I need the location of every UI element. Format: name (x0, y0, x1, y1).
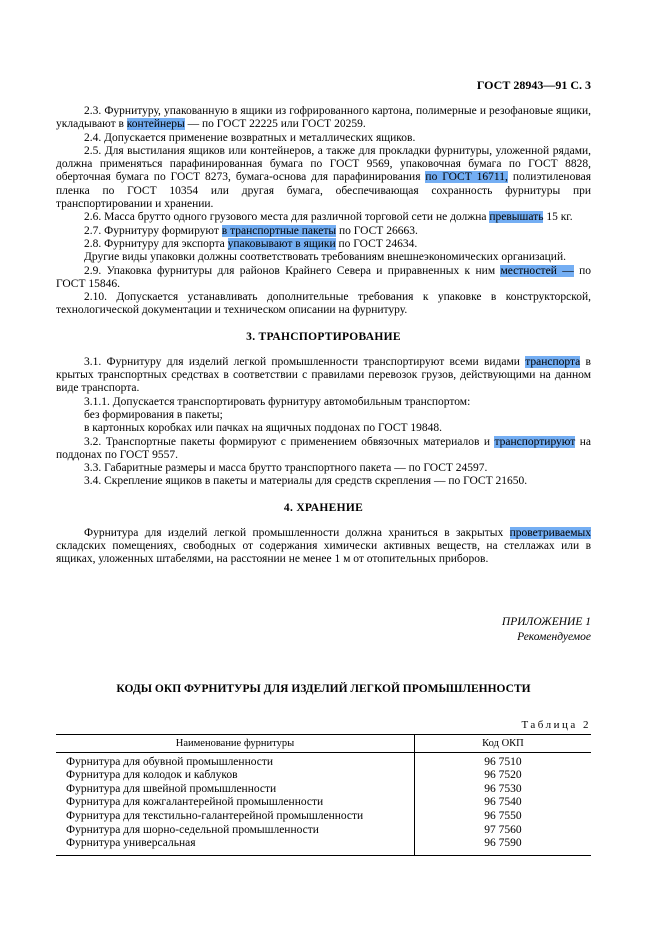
col-header-name: Наименование фурнитуры (56, 734, 414, 752)
okp-code-cell: 96 7520 (484, 769, 522, 782)
paragraph (56, 475, 591, 488)
paragraph (56, 356, 591, 396)
okp-code-cell: 96 7550 (484, 809, 522, 822)
col-header-code: Код ОКП (414, 734, 591, 752)
furniture-name-cell: Фурнитура для швейной промышленности (56, 783, 414, 797)
furniture-name-cell: Фурнитура для колодок и каблуков (56, 769, 414, 783)
text-run: на поддонах по ГОСТ 9557. (56, 435, 591, 461)
text-run: без формирования в пакеты; (84, 408, 223, 421)
paragraph (56, 251, 591, 264)
text-run: 2.9. Упаковка фурнитуры для районов Крайнего Севера и приравненных к ним (84, 264, 501, 277)
table-row (56, 796, 591, 810)
table-row (56, 824, 591, 838)
text-run: в крытых транспортных средствах в соответствии с правилами перевозок грузов, действующими на данном виде транспорта. (56, 355, 591, 395)
text-run: 3.4. Скрепление ящиков в пакеты и материалы для средств скрепления — по ГОСТ 21650. (84, 475, 528, 488)
table-row (56, 810, 591, 824)
table-header-row (56, 734, 591, 752)
highlighted-text: транспорта (525, 355, 581, 368)
body-blocks (56, 105, 591, 567)
text-run: в картонных коробках или пачках на ящичных поддонах по ГОСТ 19848. (84, 422, 443, 435)
okp-table (56, 734, 591, 856)
okp-code-cell: 96 7590 (484, 837, 522, 850)
text-run: 3.1. Фурнитуру для изделий легкой промышленности транспортируют всеми видами (84, 355, 526, 368)
text-run: по ГОСТ 15846. (56, 264, 591, 290)
paragraph (56, 396, 591, 409)
okp-code-cell: 96 7540 (484, 796, 522, 809)
highlighted-text: превышать (489, 211, 544, 224)
highlighted-text: контейнеры (126, 118, 185, 131)
text-run: складских помещениях, свободных от содержания химически активных веществ, на стеллажах или в ящиках, уложенных штабелями, на расстоянии не менее 1 м от отопительных приборов. (56, 540, 591, 566)
highlighted-text: упаковывают в ящики (227, 237, 336, 250)
highlighted-text: транспортируют (494, 435, 576, 448)
highlighted-text: проветриваемых (509, 526, 591, 539)
text-run: 2.8. Фурнитуру для экспорта (84, 237, 228, 250)
paragraph (56, 225, 591, 238)
paragraph (56, 462, 591, 475)
table-row (56, 752, 591, 769)
paragraph (56, 436, 591, 463)
okp-title: КОДЫ ОКП ФУРНИТУРЫ ДЛЯ ИЗДЕЛИЙ ЛЕГКОЙ ПРОМЫШЛЕННОСТИ (116, 682, 531, 695)
text-run: 3. ТРАНСПОРТИРОВАНИЕ (246, 330, 401, 343)
paragraph (56, 238, 591, 251)
paragraph (56, 145, 591, 211)
paragraph (56, 527, 591, 567)
furniture-name-cell: Фурнитура для кожгалантерейной промышленности (56, 796, 414, 810)
paragraph (56, 291, 591, 318)
text-run: 2.4. Допускается применение возвратных и металлических ящиков. (84, 131, 416, 144)
furniture-name-cell: Фурнитура для текстильно-галантерейной промышленности (56, 810, 414, 824)
table-row (56, 769, 591, 783)
text-run: 3.1.1. Допускается транспортировать фурнитуру автомобильным транспортом: (84, 395, 471, 408)
paragraph (56, 211, 591, 224)
paragraph (56, 265, 591, 292)
furniture-name-cell: Фурнитура для обувной промышленности (56, 752, 414, 769)
paragraph (56, 132, 591, 145)
text-run: 2.7. Фурнитуру формируют (84, 224, 222, 237)
text-run: полиэтиленовая пленка по ГОСТ 10354 или другая бумага, обеспечивающая сохранность фурнитуры при транспортировании и хранении. (56, 171, 591, 211)
section-heading (56, 502, 591, 514)
page-header: ГОСТ 28943—91 С. 3 (476, 78, 591, 92)
text-run: 2.5. Для выстилания ящиков или контейнеров, а также для прокладки фурнитуры, уложенной рядами, должна применяться парафинированная бумага по ГОСТ 9569, упаковочная бумага по ГОСТ 8828, оберточная бумага по ГОСТ 8273, бумага-основа для парафинирования (56, 144, 591, 184)
paragraph (56, 409, 591, 422)
text-run: 2.10. Допускается устанавливать дополнительные требования к упаковке в конструкторской, технологической документации и техническом описании на фурнитуру. (56, 291, 591, 317)
okp-code-cell: 96 7510 (484, 755, 522, 768)
text-run: 15 кг. (543, 211, 573, 224)
text-run: Фурнитура для изделий легкой промышленности должна храниться в закрытых (84, 526, 510, 539)
appendix-title: ПРИЛОЖЕНИЕ 1 (501, 615, 591, 628)
paragraph (56, 105, 591, 132)
text-run: 3.2. Транспортные пакеты формируют с применением обвязочных материалов и (84, 435, 495, 448)
appendix-subtitle: Рекомендуемое (517, 630, 591, 643)
highlighted-text: местностей — (500, 264, 574, 277)
paragraph (56, 422, 591, 435)
okp-table-body (56, 752, 591, 855)
text-run: по ГОСТ 26663. (336, 224, 418, 237)
table-caption: Таблица 2 (521, 718, 591, 731)
section-heading (56, 331, 591, 343)
text-run: 4. ХРАНЕНИЕ (283, 501, 364, 514)
text-run: 2.3. Фурнитуру, упакованную в ящики из гофрированного картона, полимерные и резофановые ящики, укладывают в (56, 105, 591, 131)
table-row (56, 837, 591, 855)
okp-code-cell: 97 7560 (484, 823, 522, 836)
text-run: Другие виды упаковки должны соответствовать требованиям внешнеэкономических организаций. (84, 251, 566, 264)
highlighted-text: в транспортные пакеты (221, 224, 337, 237)
furniture-name-cell: Фурнитура для шорно-седельной промышленности (56, 824, 414, 838)
appendix (56, 615, 591, 645)
table-row (56, 783, 591, 797)
furniture-name-cell: Фурнитура универсальная (56, 837, 414, 855)
okp-code-cell: 96 7530 (484, 782, 522, 795)
highlighted-text: по ГОСТ 16711, (425, 171, 508, 184)
text-run: — по ГОСТ 22225 или ГОСТ 20259. (184, 118, 366, 131)
text-run: по ГОСТ 24634. (335, 237, 418, 250)
text-run: 2.6. Масса брутто одного грузового места для различной торговой сети не должна (84, 211, 490, 224)
text-run: 3.3. Габаритные размеры и масса брутто транспортного пакета — по ГОСТ 24597. (84, 462, 488, 475)
